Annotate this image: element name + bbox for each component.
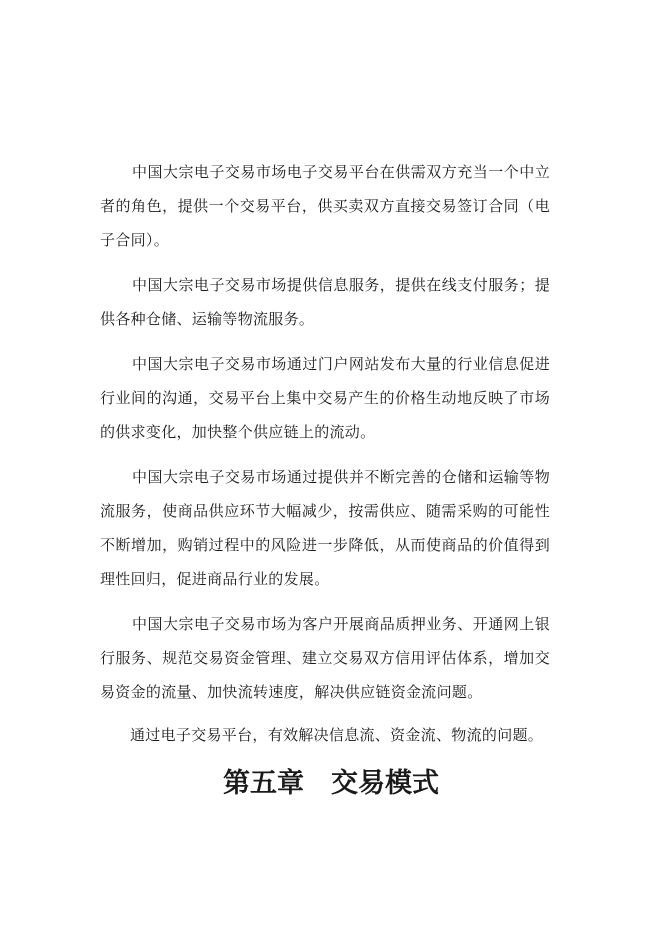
paragraph-services: 中国大宗电子交易市场提供信息服务，提供在线支付服务；提供各种仓储、运输等物流服务。	[100, 276, 550, 328]
paragraph-finance: 中国大宗电子交易市场为客户开展商品质押业务、开通网上银行服务、规范交易资金管理、建立交易双方信用评估体系，增加交易资金的流量、加快流转速度，解决供应链资金流问题。	[100, 615, 550, 701]
paragraph-logistics: 中国大宗电子交易市场通过提供并不断完善的仓储和运输等物流服务，使商品供应环节大幅减少，按需供应、随需采购的可能性不断增加，购销过程中的风险进一步降低，从而使商品的价值得到理性回归，促进商品行业的发展。	[100, 468, 550, 588]
chapter-heading: 第五章 交易模式	[223, 768, 439, 799]
paragraph-summary: 通过电子交易平台，有效解决信息流、资金流、物流的问题。	[130, 726, 544, 744]
paragraph-trading-platform: 中国大宗电子交易市场电子交易平台在供需双方充当一个中立者的角色，提供一个交易平台，供买卖双方直接交易签订合同（电子合同）。	[100, 163, 550, 249]
paragraph-portal-info: 中国大宗电子交易市场通过门户网站发布大量的行业信息促进行业间的沟通，交易平台上集中交易产生的价格生动地反映了市场的供求变化，加快整个供应链上的流动。	[100, 355, 550, 441]
